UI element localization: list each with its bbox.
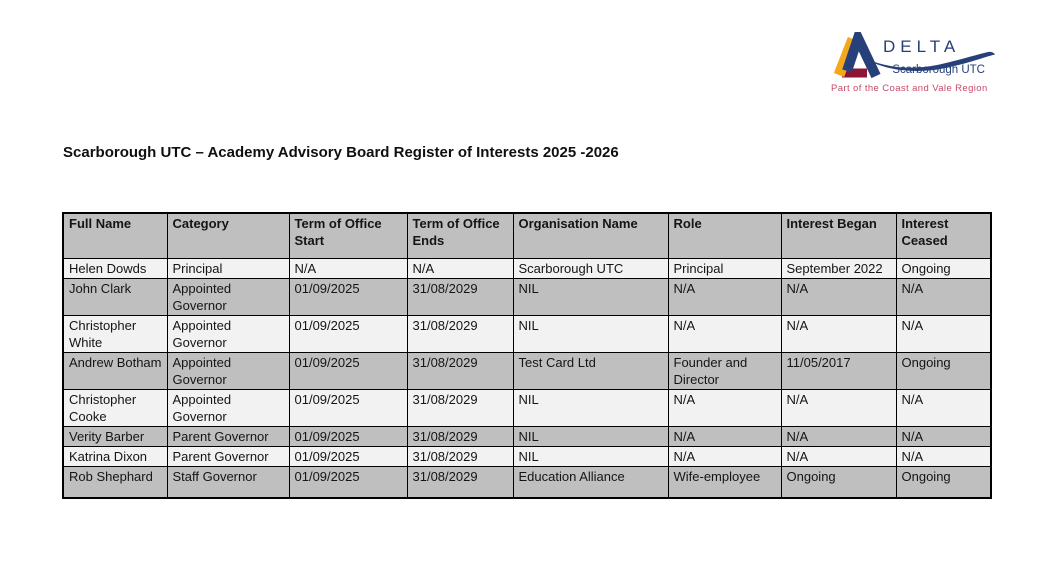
table-row [63, 352, 991, 389]
table-cell: N/A [668, 426, 781, 446]
table-cell: N/A [668, 446, 781, 466]
table-cell: 01/09/2025 [289, 315, 407, 352]
table-row [63, 315, 991, 352]
table-cell: Helen Dowds [63, 258, 167, 278]
register-table [62, 212, 992, 499]
column-header: Interest Ceased [896, 213, 991, 258]
logo-tagline: Part of the Coast and Vale Region [831, 83, 988, 94]
table-cell: N/A [896, 446, 991, 466]
table-cell: Appointed Governor [167, 352, 289, 389]
table-cell: Andrew Botham [63, 352, 167, 389]
table-cell: Education Alliance [513, 466, 668, 498]
table-cell: NIL [513, 446, 668, 466]
table-row [63, 389, 991, 426]
table-cell: John Clark [63, 278, 167, 315]
table-cell: Appointed Governor [167, 315, 289, 352]
table-header-row [63, 213, 991, 258]
table-cell: NIL [513, 315, 668, 352]
table-cell: NIL [513, 389, 668, 426]
logo-site-text: Scarborough UTC [892, 64, 985, 76]
table-cell: 31/08/2029 [407, 426, 513, 446]
register-table-body [63, 258, 991, 498]
table-cell: N/A [668, 389, 781, 426]
delta-logo [825, 18, 997, 100]
table-cell: Founder and Director [668, 352, 781, 389]
table-cell: N/A [781, 389, 896, 426]
table-cell: 31/08/2029 [407, 389, 513, 426]
logo-brand-text: DELTA [883, 37, 961, 56]
table-row [63, 278, 991, 315]
table-cell: September 2022 [781, 258, 896, 278]
table-cell: Verity Barber [63, 426, 167, 446]
table-cell: N/A [668, 315, 781, 352]
column-header: Term of Office Start [289, 213, 407, 258]
table-cell: Test Card Ltd [513, 352, 668, 389]
table-cell: N/A [668, 278, 781, 315]
table-row [63, 446, 991, 466]
table-cell: Christopher White [63, 315, 167, 352]
table-cell: N/A [896, 426, 991, 446]
table-cell: Wife-employee [668, 466, 781, 498]
table-cell: N/A [896, 315, 991, 352]
table-cell: Ongoing [781, 466, 896, 498]
table-cell: Ongoing [896, 258, 991, 278]
table-cell: Appointed Governor [167, 278, 289, 315]
table-cell: N/A [781, 446, 896, 466]
table-cell: NIL [513, 278, 668, 315]
table-cell: 01/09/2025 [289, 352, 407, 389]
table-cell: 01/09/2025 [289, 426, 407, 446]
table-cell: N/A [896, 389, 991, 426]
table-cell: NIL [513, 426, 668, 446]
table-cell: Staff Governor [167, 466, 289, 498]
table-cell: N/A [407, 258, 513, 278]
table-cell: 31/08/2029 [407, 446, 513, 466]
column-header: Term of Office Ends [407, 213, 513, 258]
table-row [63, 466, 991, 498]
table-cell: 31/08/2029 [407, 278, 513, 315]
page-title: Scarborough UTC – Academy Advisory Board Register of Interests 2025 -2026 [63, 144, 619, 161]
table-row [63, 258, 991, 278]
table-cell: N/A [781, 315, 896, 352]
table-cell: N/A [896, 278, 991, 315]
table-cell: 11/05/2017 [781, 352, 896, 389]
table-cell: Parent Governor [167, 426, 289, 446]
column-header: Role [668, 213, 781, 258]
table-cell: N/A [289, 258, 407, 278]
table-cell: Katrina Dixon [63, 446, 167, 466]
column-header: Category [167, 213, 289, 258]
column-header: Organisation Name [513, 213, 668, 258]
table-cell: 31/08/2029 [407, 352, 513, 389]
table-cell: 01/09/2025 [289, 389, 407, 426]
table-cell: Ongoing [896, 466, 991, 498]
table-cell: Scarborough UTC [513, 258, 668, 278]
table-cell: Parent Governor [167, 446, 289, 466]
column-header: Full Name [63, 213, 167, 258]
table-cell: Appointed Governor [167, 389, 289, 426]
table-cell: Christopher Cooke [63, 389, 167, 426]
table-cell: Principal [167, 258, 289, 278]
table-cell: 01/09/2025 [289, 446, 407, 466]
table-cell: 01/09/2025 [289, 278, 407, 315]
table-cell: Rob Shephard [63, 466, 167, 498]
table-cell: 01/09/2025 [289, 466, 407, 498]
table-cell: N/A [781, 426, 896, 446]
table-cell: 31/08/2029 [407, 466, 513, 498]
table-cell: Ongoing [896, 352, 991, 389]
table-cell: Principal [668, 258, 781, 278]
table-cell: 31/08/2029 [407, 315, 513, 352]
column-header: Interest Began [781, 213, 896, 258]
table-cell: N/A [781, 278, 896, 315]
table-row [63, 426, 991, 446]
